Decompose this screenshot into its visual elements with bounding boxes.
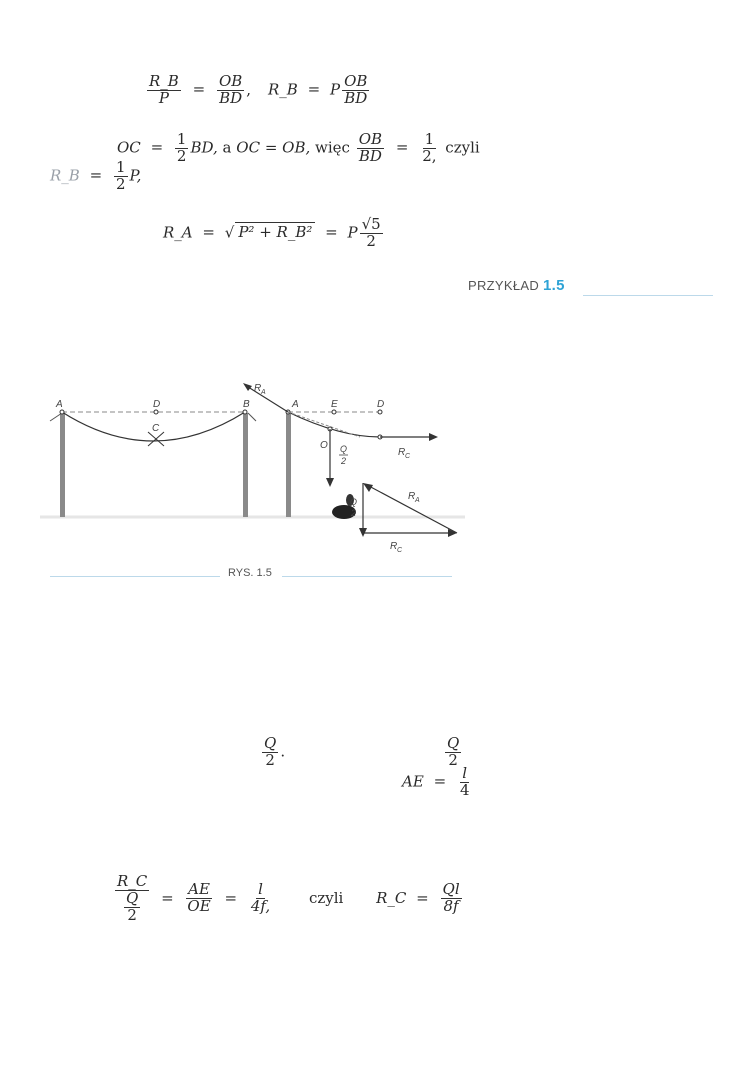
fraction-numerator: √5 (361, 215, 381, 233)
label-o: O (320, 440, 328, 451)
fraction-numerator: 1 (176, 130, 187, 148)
equation-rb-half-p: R_B = $\frac{1}{2}$ P, (50, 158, 142, 193)
label-ra-top: R (254, 383, 262, 394)
label-q2-den: 2 (351, 508, 357, 518)
cable-right (288, 412, 380, 437)
text-czyli: czyli (445, 138, 480, 157)
equation-dot: . (280, 742, 286, 761)
arrow-ra (245, 385, 288, 412)
text-wiec: więc (315, 138, 350, 157)
equation-lhs: R_B (268, 80, 298, 99)
fraction-numerator: 1 (424, 130, 435, 148)
example-rule (583, 295, 713, 296)
label-ra-top-sub: A (261, 389, 266, 396)
equation-rb-expression: R_B = P $\frac{OB}{BD}$ (268, 72, 368, 107)
pole-right (286, 413, 291, 517)
text-a: a (222, 138, 232, 157)
node-e (332, 410, 336, 414)
equation-lhs: AE (402, 772, 424, 791)
fraction-denominator: 4 (459, 780, 470, 799)
label-a-left: A (56, 399, 63, 410)
fraction-numerator: R_C (117, 872, 148, 890)
arrow-rc-head (429, 433, 438, 441)
equation-q-half-right (443, 736, 463, 769)
example-label: PRZYKŁAD (468, 278, 540, 293)
node-b (243, 410, 247, 414)
pole-left (60, 413, 65, 517)
label-a-right: A (292, 399, 299, 410)
equation-oc-relation: OC = $\frac{1}{2}$ BD, a OC = OB, więc $\frac{OB}{BD}$ = $\frac{1}{2,}$ czyli (117, 130, 480, 165)
label-ra-triangle: R (408, 491, 416, 502)
fraction-denominator: 2 (176, 146, 187, 165)
node-d-right (378, 410, 382, 414)
equation-lhs: R_B (50, 166, 80, 185)
fraction-numerator: Q (264, 734, 277, 752)
fraction-denominator: P (158, 88, 169, 107)
fraction-numerator: OB (344, 72, 368, 90)
fraction-numerator: R_B (149, 72, 179, 90)
fraction-denominator: 2 (366, 231, 376, 250)
fraction-numerator: l (462, 764, 468, 782)
label-q-den: 2 (341, 456, 347, 466)
fraction-denominator: BD (219, 88, 243, 107)
equation-q-half (260, 736, 285, 769)
pole-middle (243, 413, 248, 517)
equation-ae: AE = $\frac{l}{4}$ (402, 764, 470, 799)
caption-rule-right (282, 576, 452, 577)
equation-bd: BD, (190, 138, 218, 157)
fraction-numerator: Ql (442, 880, 460, 899)
fraction-numerator: OB (218, 72, 243, 90)
equation-p: P (329, 80, 341, 99)
fraction-denominator: 4f, (250, 897, 271, 916)
equation-rb-over-p: $\frac{R\_B}{P}$ = $\frac{OB}{BD}$ , (149, 72, 252, 107)
label-rc-triangle-sub: C (397, 547, 403, 554)
label-d-right: D (377, 399, 385, 410)
fraction-numerator: OB (358, 130, 383, 148)
pole-middle-crossarm (248, 413, 256, 421)
fraction-denominator: 2, (422, 146, 437, 165)
arrow-ra-head (243, 383, 252, 391)
equation-p: P, (129, 166, 142, 185)
node-a-left (60, 410, 64, 414)
equation-lhs: R_A (163, 223, 193, 242)
equation-rc-lhs: R_C (376, 888, 407, 907)
fraction-denominator: 2 (265, 750, 275, 769)
fraction-numerator: 1 (115, 158, 126, 176)
equation-p: P (347, 223, 358, 242)
label-rc-right-sub: C (405, 453, 411, 460)
figure-rys-1-5 (40, 375, 470, 554)
label-q-num: Q (340, 444, 348, 454)
label-b: B (243, 399, 250, 410)
example-header (468, 277, 565, 294)
example-number: 1.5 (542, 277, 565, 294)
fraction-denominator: 2 (115, 174, 126, 193)
equation-oc-ob: OC = OB, (236, 138, 311, 157)
fraction-denominator: 2 (127, 905, 137, 924)
text-czyli: czyli (308, 888, 344, 907)
label-ra-triangle-sub: A (415, 497, 420, 504)
node-d-left (154, 410, 158, 414)
fraction-denominator: 8f (443, 897, 459, 916)
equation-oc: OC (117, 138, 141, 157)
figure-caption: RYS. 1.5 (228, 567, 272, 579)
label-rc-triangle: R (390, 541, 398, 552)
arrow-q-half-head (326, 478, 334, 487)
label-q2-num: Q (350, 497, 358, 507)
fraction-numerator: l (258, 880, 263, 899)
label-d-left: D (153, 399, 161, 410)
equation-ra: R_A = √ P² + R_B² = P $\frac{√5}{2}$ (163, 215, 381, 250)
fraction-numerator: Q (125, 888, 139, 907)
sqrt-content: P² + R_B² (235, 222, 315, 241)
fraction-denominator: OE (187, 897, 211, 916)
fraction-denominator: 2 (448, 750, 458, 769)
fraction-numerator: Q (447, 734, 460, 752)
label-rc-right: R (398, 447, 406, 458)
equation-rc: $\frac{R\_C}{\frac{Q}{2}}$ = $\frac{AE}{OE}$ = $\frac{l}{4f,}$ czyli R_C = $\frac{Ql}{8f}$ (117, 872, 460, 924)
caption-rule-left (50, 576, 220, 577)
fraction-denominator: BD (358, 146, 382, 165)
fraction-numerator: AE (188, 880, 210, 899)
fraction-denominator: BD (344, 88, 368, 107)
triangle-ra-head (363, 483, 373, 492)
label-e: E (331, 399, 338, 410)
label-c: C (152, 423, 160, 434)
